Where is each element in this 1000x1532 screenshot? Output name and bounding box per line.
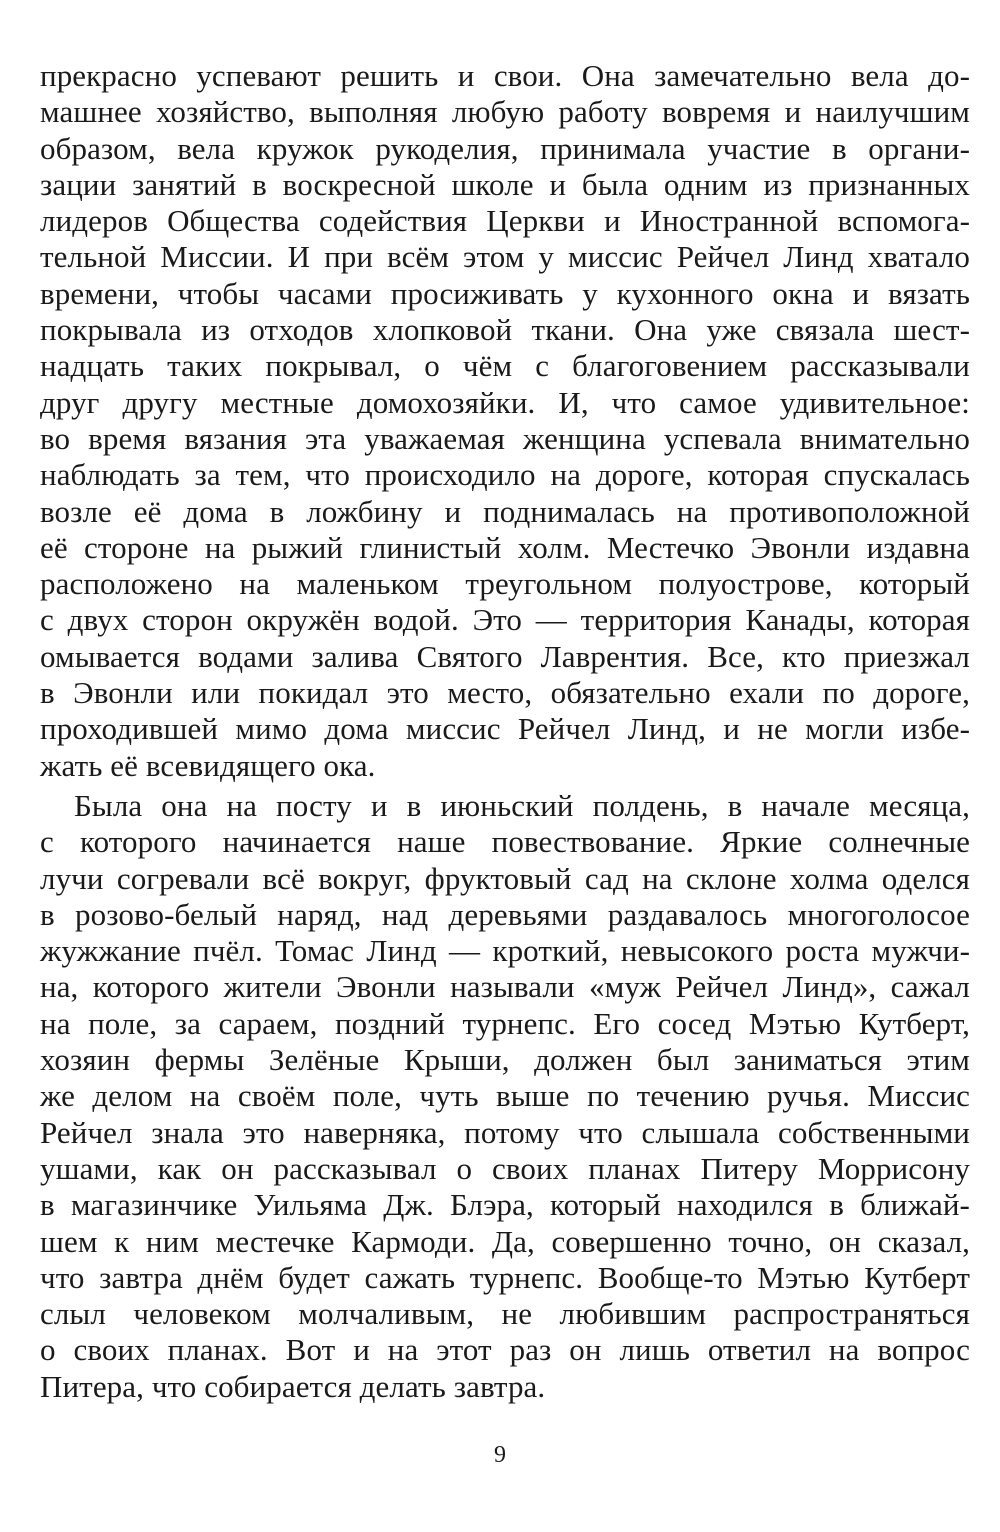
paragraph-1	[40, 58, 970, 784]
text-line: с которого начинается наше повествование. Яркие солнечные	[40, 824, 970, 860]
text-line: образом, вела кружок рукоделия, принимала участие в органи-	[40, 130, 970, 166]
text-line: омывается водами залива Святого Лаврентия. Все, кто приезжал	[40, 638, 970, 674]
text-line: во время вязания эта уважаемая женщина успевала внимательно	[40, 420, 970, 456]
text-line: времени, чтобы часами просиживать у кухонного окна и вязать	[40, 275, 970, 311]
text-line: лучи согревали всё вокруг, фруктовый сад на склоне холма оделся	[40, 860, 970, 896]
text-line: тельной Миссии. И при всём этом у миссис Рейчел Линд хватало	[40, 239, 970, 275]
text-line: лидеров Общества содействия Церкви и Иностранной вспомога-	[40, 203, 970, 239]
text-line: покрывала из отходов хлопковой ткани. Она уже связала шест-	[40, 312, 970, 348]
text-line: Питера, что собирается делать завтра.	[40, 1368, 546, 1404]
text-line: расположено на маленьком треугольном полуострове, который	[40, 566, 970, 602]
page-number: 9	[494, 1442, 506, 1468]
text-line: зации занятий в воскресной школе и была одним из признанных	[40, 166, 970, 202]
text-line: же делом на своём поле, чуть выше по течению ручья. Миссис	[40, 1078, 970, 1114]
text-line: в магазинчике Уильяма Дж. Блэра, который находился в ближай-	[40, 1187, 970, 1223]
text-line: в Эвонли или покидал это место, обязательно ехали по дороге,	[40, 675, 970, 711]
text-line: с двух сторон окружён водой. Это — территория Канады, которая	[40, 602, 970, 638]
text-line: прекрасно успевают решить и свои. Она замечательно вела до-	[40, 58, 970, 93]
body-text	[40, 58, 970, 1405]
text-line: на поле, за сараем, поздний турнепс. Его сосед Мэтью Кутберт,	[40, 1005, 970, 1041]
text-line: надцать таких покрывал, о чём с благоговением рассказывали	[40, 348, 970, 384]
text-line: в розово-белый наряд, над деревьями раздавалось многоголосое	[40, 896, 970, 932]
text-line: возле её дома в ложбину и поднималась на противоположной	[40, 493, 970, 529]
text-line: Была она на посту и в июньский полдень, в начале месяца,	[74, 787, 970, 823]
text-line: проходившей мимо дома миссис Рейчел Линд, и не могли избе-	[40, 711, 970, 747]
text-line: Рейчел знала это наверняка, потому что слышала собственными	[40, 1114, 970, 1150]
text-line: на, которого жители Эвонли называли «муж Рейчел Линд», сажал	[40, 969, 970, 1005]
paragraph-2	[40, 788, 970, 1405]
text-line: жужжание пчёл. Томас Линд — кроткий, невысокого роста мужчи-	[40, 933, 970, 969]
text-line: шем к ним местечке Кармоди. Да, совершенно точно, он сказал,	[40, 1223, 970, 1259]
text-line: машнее хозяйство, выполняя любую работу вовремя и наилучшим	[40, 94, 970, 130]
text-line: о своих планах. Вот и на этот раз он лишь ответил на вопрос	[40, 1332, 970, 1368]
text-line: ушами, как он рассказывал о своих планах Питеру Моррисону	[40, 1150, 970, 1186]
text-line: друг другу местные домохозяйки. И, что самое удивительное:	[40, 384, 970, 420]
text-line: что завтра днём будет сажать турнепс. Вообще-то Мэтью Кутберт	[40, 1259, 970, 1295]
text-line: жать её всевидящего ока.	[40, 747, 376, 783]
text-line: слыл человеком молчаливым, не любившим распространяться	[40, 1296, 970, 1332]
text-line: её стороне на рыжий глинистый холм. Местечко Эвонли издавна	[40, 529, 970, 565]
text-line: хозяин фермы Зелёные Крыши, должен был заниматься этим	[40, 1042, 970, 1078]
text-line: наблюдать за тем, что происходило на дороге, которая спускалась	[40, 457, 970, 493]
